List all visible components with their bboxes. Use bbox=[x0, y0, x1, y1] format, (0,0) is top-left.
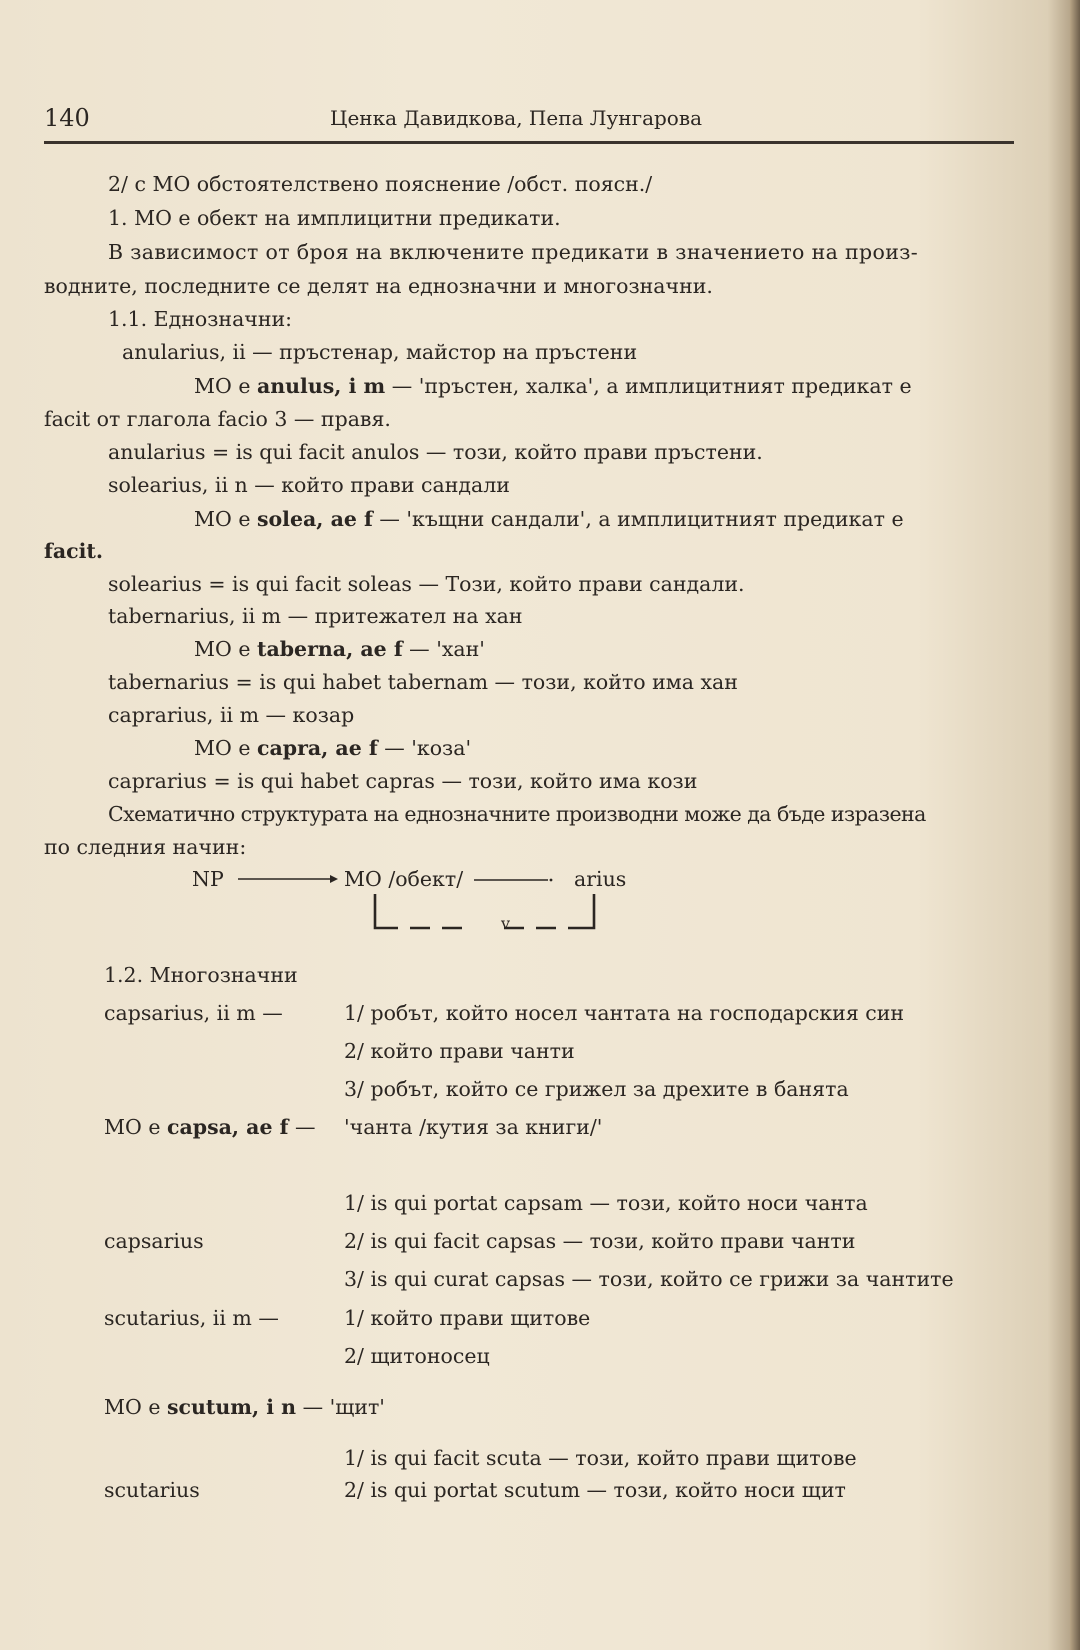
text-line bbox=[194, 738, 471, 759]
text-span: — 'щит' bbox=[296, 1395, 385, 1419]
entry-head: capsarius, ii m — bbox=[104, 1001, 283, 1025]
section-heading: 1.2. Многозначни bbox=[104, 963, 298, 987]
diagram-arrow-icon bbox=[238, 874, 338, 884]
term-bold: solea, ae f bbox=[256, 507, 373, 531]
text-line: solearius, ii n — който прави сандали bbox=[108, 473, 510, 497]
text-span: — 'коза' bbox=[377, 736, 472, 760]
paraphrase-line: 2/ is qui portat scutum — този, който носи щит bbox=[344, 1478, 846, 1502]
diagram-np: NP bbox=[192, 867, 224, 891]
text-line: 2/ с МО обстоятелствено пояснение /обст. поясн./ bbox=[108, 172, 653, 196]
term-bold: anulus, i m bbox=[256, 374, 386, 398]
mo-line bbox=[104, 1397, 385, 1418]
term-bold: capra, ae f bbox=[256, 736, 378, 760]
text-span: — 'къщни сандали', а имплицитният предикат е bbox=[372, 507, 904, 531]
term-bold: capsa, ae f bbox=[166, 1115, 289, 1139]
diagram-mo: МО /обект/ bbox=[344, 867, 464, 891]
text-line: В зависимост от броя на включените предикати в значението на произ- bbox=[108, 240, 919, 264]
meaning-line: 2/ който прави чанти bbox=[344, 1039, 575, 1063]
paraphrase-line: 1/ is qui portat capsam — този, който носи чанта bbox=[344, 1191, 868, 1215]
text-span: — 'хан' bbox=[402, 637, 485, 661]
page-number: 140 bbox=[44, 104, 90, 132]
meaning-line: 3/ робът, който се грижел за дрехите в банята bbox=[344, 1077, 849, 1101]
page-edge bbox=[1070, 0, 1080, 1650]
structure-diagram bbox=[192, 866, 632, 936]
paraphrase-line: 2/ is qui facit capsas — този, който прави чанти bbox=[344, 1229, 856, 1253]
text-line: caprarius, ii m — козар bbox=[108, 703, 355, 727]
mo-prefix: МО е bbox=[104, 1395, 167, 1419]
meaning-line: 2/ щитоносец bbox=[344, 1344, 490, 1368]
entry-label: scutarius bbox=[104, 1478, 200, 1502]
mo-prefix: МО е bbox=[194, 637, 257, 661]
diagram-arius: arius bbox=[574, 867, 627, 891]
text-span: — 'пръстен, халка', а имплицитният предикат е bbox=[385, 374, 912, 398]
mo-prefix: МО е bbox=[194, 374, 257, 398]
meaning-line: 1/ робът, който носел чантата на господарския син bbox=[344, 1001, 905, 1025]
mo-line bbox=[104, 1117, 315, 1138]
running-title: Ценка Давидкова, Пепа Лунгарова bbox=[330, 106, 703, 130]
text-line: 1.1. Еднозначни: bbox=[108, 307, 293, 331]
entry-head: scutarius, ii m — bbox=[104, 1306, 279, 1330]
text-line: anularius = is qui facit anulos — този, който прави пръстени. bbox=[108, 440, 763, 464]
mo-prefix: МО е bbox=[104, 1115, 167, 1139]
text-span: — bbox=[288, 1115, 316, 1139]
mo-prefix: МО е bbox=[194, 507, 257, 531]
paraphrase-line: 1/ is qui facit scuta — този, който прави щитове bbox=[344, 1446, 857, 1470]
text-line: по следния начин: bbox=[44, 835, 247, 859]
header-rule bbox=[44, 141, 1014, 144]
text-line: caprarius = is qui habet capras — този, който има кози bbox=[108, 769, 698, 793]
text-line: Схематично структурата на еднозначните производни може да бъде изразена bbox=[108, 802, 926, 826]
text-line: facit. bbox=[44, 539, 103, 563]
text-line bbox=[194, 639, 485, 660]
term-bold: taberna, ae f bbox=[256, 637, 403, 661]
page-header bbox=[44, 104, 1014, 136]
term-bold: scutum, i n bbox=[166, 1395, 297, 1419]
mo-prefix: МО е bbox=[194, 736, 257, 760]
text-line: водните, последните се делят на еднозначни и многозначни. bbox=[44, 274, 713, 298]
gloss-line: 'чанта /кутия за книги/' bbox=[344, 1115, 603, 1139]
text-line: facit от глагола facio 3 — правя. bbox=[44, 407, 391, 431]
text-line: 1. МО е обект на имплицитни предикати. bbox=[108, 206, 561, 230]
text-line: anularius, ii — пръстенар, майстор на пръстени bbox=[122, 340, 638, 364]
text-line bbox=[194, 376, 912, 397]
diagram-v: v bbox=[501, 914, 511, 933]
text-line: solearius = is qui facit soleas — Този, който прави сандали. bbox=[108, 572, 745, 596]
meaning-line: 1/ който прави щитове bbox=[344, 1306, 591, 1330]
text-line: tabernarius = is qui habet tabernam — този, който има хан bbox=[108, 670, 738, 694]
text-line bbox=[194, 509, 904, 530]
diagram-dash-icon bbox=[474, 874, 554, 884]
text-line: tabernarius, ii m — притежател на хан bbox=[108, 604, 523, 628]
diagram-bracket bbox=[372, 894, 612, 934]
paraphrase-line: 3/ is qui curat capsas — този, който се грижи за чантите bbox=[344, 1267, 954, 1291]
entry-label: capsarius bbox=[104, 1229, 204, 1253]
